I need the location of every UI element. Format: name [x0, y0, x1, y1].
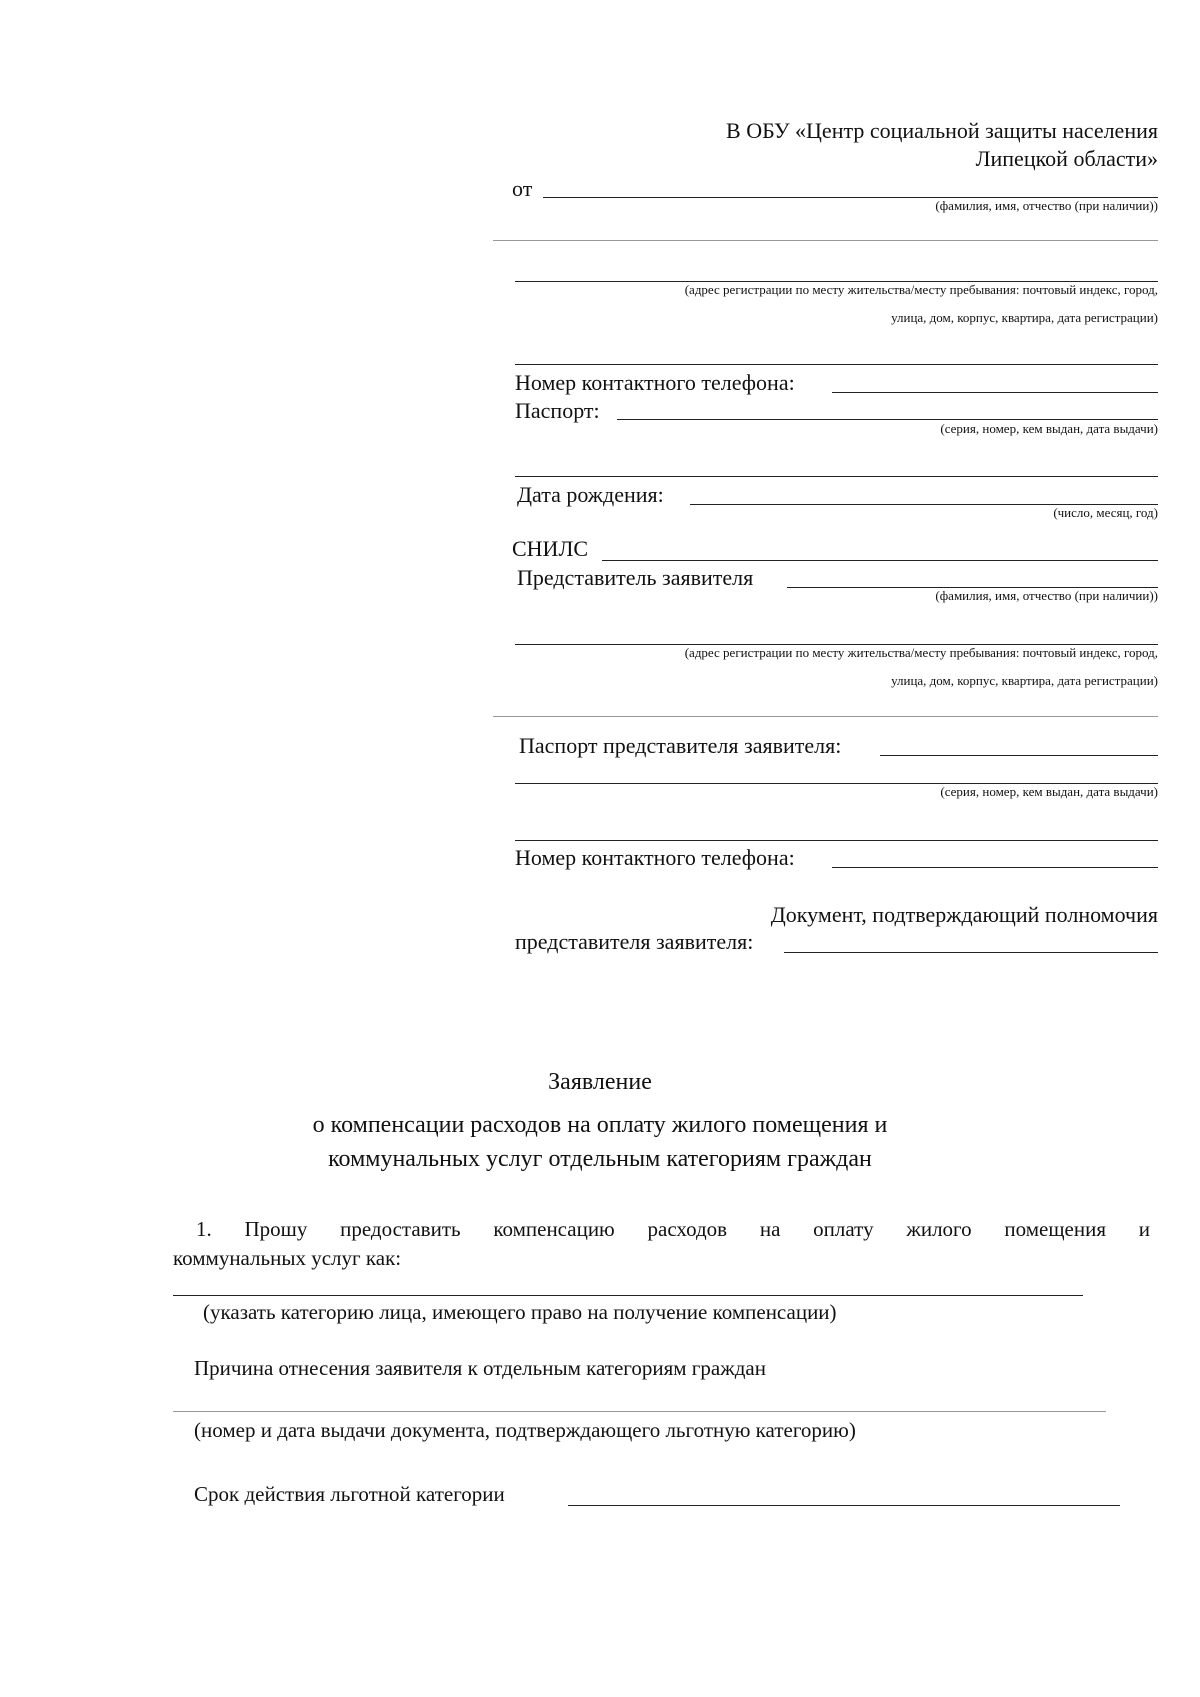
passport-label: Паспорт: — [515, 398, 600, 423]
representative-phone-label: Номер контактного телефона: — [515, 845, 795, 870]
representative-passport-field[interactable] — [880, 755, 1158, 756]
birth-hint: (число, месяц, год) — [1053, 505, 1158, 520]
document-subtitle-line-1: о компенсации расходов на оплату жилого помещения и — [312, 1112, 888, 1138]
representative-address-hint-line-2: улица, дом, корпус, квартира, дата регистрации) — [891, 673, 1158, 688]
representative-name-hint: (фамилия, имя, отчество (при наличии)) — [935, 588, 1158, 603]
reason-field[interactable] — [173, 1411, 1106, 1412]
document-hint: (номер и дата выдачи документа, подтверждающего льготную категорию) — [194, 1418, 856, 1442]
from-extra-line[interactable] — [493, 240, 1158, 241]
representative-passport-extra-field-2[interactable] — [515, 840, 1158, 841]
document-subtitle-line-2: коммунальных услуг отдельным категориям граждан — [328, 1146, 872, 1172]
representative-address-extra-line[interactable] — [493, 716, 1158, 717]
from-label: от — [512, 176, 533, 201]
address-extra-field[interactable] — [515, 364, 1158, 365]
address-hint-line-2: улица, дом, корпус, квартира, дата регистрации) — [891, 310, 1158, 325]
recipient-line-2: Липецкой области» — [975, 146, 1158, 171]
paragraph-1-line-1: 1. Прошу предоставить компенсацию расходов на оплату жилого помещения и — [196, 1217, 1150, 1241]
address-hint-line-1: (адрес регистрации по месту жительства/месту пребывания: почтовый индекс, город, — [684, 282, 1158, 297]
recipient-line-1: В ОБУ «Центр социальной защиты населения — [726, 118, 1158, 143]
reason-label: Причина отнесения заявителя к отдельным категориям граждан — [194, 1356, 766, 1380]
authority-document-field[interactable] — [784, 952, 1158, 953]
passport-hint: (серия, номер, кем выдан, дата выдачи) — [940, 421, 1158, 436]
paragraph-1-line-2: коммунальных услуг как: — [173, 1246, 402, 1270]
phone-field[interactable] — [832, 392, 1158, 393]
document-title: Заявление — [548, 1069, 652, 1095]
phone-label: Номер контактного телефона: — [515, 370, 795, 395]
authority-document-line-1: Документ, подтверждающий полномочия — [770, 902, 1158, 927]
representative-phone-field[interactable] — [832, 867, 1158, 868]
category-hint: (указать категорию лица, имеющего право на получение компенсации) — [203, 1300, 837, 1324]
birth-label: Дата рождения: — [517, 482, 664, 507]
snils-label: СНИЛС — [512, 536, 589, 561]
from-name-hint: (фамилия, имя, отчество (при наличии)) — [935, 198, 1158, 213]
category-field[interactable] — [173, 1295, 1083, 1296]
validity-field[interactable] — [568, 1505, 1120, 1506]
snils-field[interactable] — [602, 560, 1158, 561]
passport-extra-field[interactable] — [515, 476, 1158, 477]
representative-passport-label: Паспорт представителя заявителя: — [519, 733, 842, 758]
representative-passport-hint: (серия, номер, кем выдан, дата выдачи) — [940, 784, 1158, 799]
representative-address-hint-line-1: (адрес регистрации по месту жительства/месту пребывания: почтовый индекс, город, — [684, 645, 1158, 660]
validity-label: Срок действия льготной категории — [194, 1482, 505, 1506]
representative-label: Представитель заявителя — [517, 565, 754, 590]
passport-field[interactable] — [617, 419, 1158, 420]
authority-document-line-2: представителя заявителя: — [515, 929, 754, 954]
